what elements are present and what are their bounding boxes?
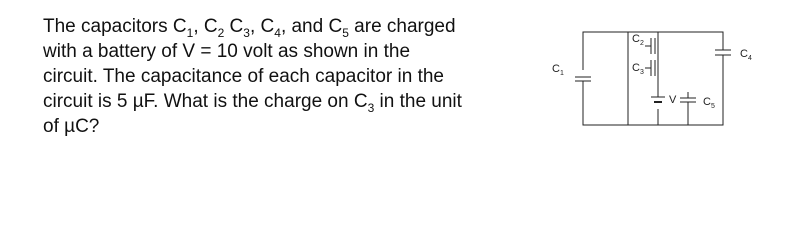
capacitor-c4-symbol — [715, 50, 731, 62]
circuit-wires — [583, 32, 723, 125]
label-c5: $C_5$ — [703, 96, 715, 110]
question-line — [43, 14, 543, 39]
question-subscript: 3 — [243, 25, 250, 40]
question-text-fragment: circuit. The capacitance of each capacitor in the — [43, 66, 444, 87]
battery-symbol — [651, 97, 665, 102]
label-c4: $C_4$ — [740, 48, 752, 62]
question-text-fragment: , and C — [280, 16, 343, 37]
label-c1: $C_1$ — [552, 63, 564, 77]
question-subscript: 5 — [342, 25, 349, 40]
capacitor-c3-symbol — [645, 60, 655, 76]
question-text-fragment: in the unit — [374, 91, 462, 112]
question-line — [43, 89, 543, 114]
question-text-fragment: of µC? — [43, 116, 100, 137]
question-subscript: 4 — [274, 25, 281, 40]
question-text-fragment: C — [224, 16, 244, 37]
label-c2: $C_2$ — [632, 33, 644, 47]
question-text-fragment: , C — [193, 16, 218, 37]
question-subscript: 3 — [367, 100, 375, 115]
question-lines — [43, 14, 543, 139]
capacitor-c1-symbol — [575, 77, 591, 89]
question-line — [43, 64, 543, 89]
question-text — [43, 14, 543, 139]
question-subscript: 2 — [217, 25, 225, 40]
label-c3: $C_3$ — [632, 62, 644, 76]
label-battery-voltage: V — [669, 94, 677, 106]
question-line — [43, 39, 543, 64]
circuit-diagram — [548, 22, 773, 132]
question-text-fragment: The capacitors C — [43, 16, 187, 37]
question-subscript: 1 — [186, 25, 194, 40]
question-text-fragment: are charged — [348, 16, 456, 37]
question-line — [43, 114, 543, 139]
question-text-fragment: , C — [249, 16, 275, 37]
question-text-fragment: circuit is 5 µF. What is the charge on C — [43, 91, 368, 112]
capacitor-c5-symbol — [680, 92, 696, 102]
question-text-fragment: with a battery of V = 10 volt as shown in the — [43, 41, 411, 62]
